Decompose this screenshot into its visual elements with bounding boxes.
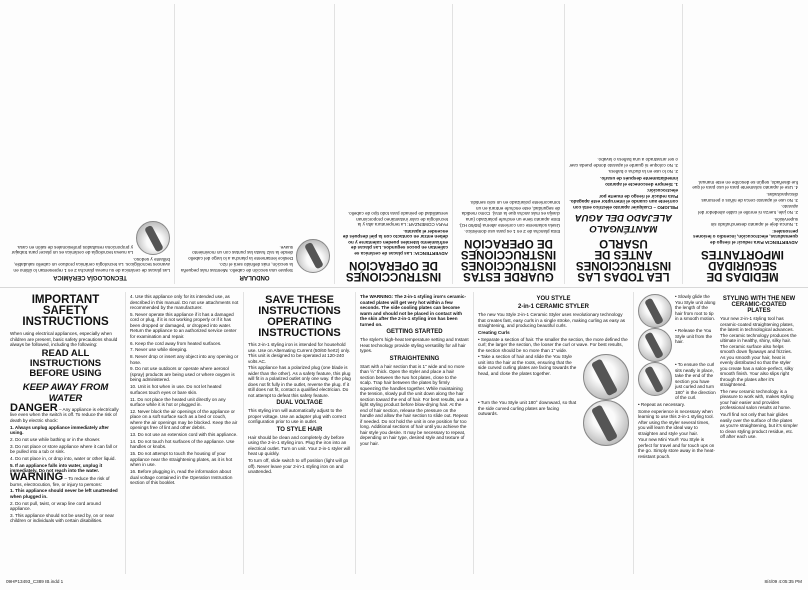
column-you-style	[474, 292, 634, 574]
es-column-tecnologia	[6, 4, 174, 284]
spanish-section	[6, 4, 802, 284]
you-style-subtitle: 2-in-1 CERAMIC STYLER	[517, 304, 589, 310]
dual-voltage-heading: DUAL VOLTAGE	[276, 400, 323, 407]
footer-timestamp: 8/4/09 4:05:35 PM	[764, 579, 802, 584]
warning-item: 13. Do not use an extension cord with this appliance.	[130, 432, 238, 438]
curling-illustration	[296, 239, 330, 273]
getting-started-heading: GETTING STARTED	[386, 329, 443, 335]
danger-label: DANGER	[10, 401, 58, 414]
es-paragraph: La nueva tecnología de cerámica es un placer para trabajar y proporciona resultados profesionales de salón en casa.	[11, 244, 133, 256]
warning-item: 3. This appliance should not be used by, on or near children or individuals with certain disabilities.	[10, 512, 115, 524]
warning-item: 4. Use this appliance only for its intended use, as described in this manual. Do not use attachments not recommended by the manufacturer.	[130, 294, 239, 310]
es-paragraph: Este aparato tiene un enchufe polarizado (una clavija es más ancha que la otra). Como medida de seguridad, este enchufe entrará en un tomacorriente polarizado en un solo sentido.	[461, 200, 560, 222]
danger-item: 5. If an appliance falls into water, unplug it immediately. Do not reach into the water.	[10, 462, 103, 474]
heat-warning: The WARNING: The 2-in-1 styling iron's ceramic-coated plates will get very hot within a few seconds. The side cooling plates can become warm and should not be placed in contact with the skin after the 2-in-1 styling iron has been turned on.	[360, 294, 466, 327]
curl-step: • Repeat as necessary.	[638, 401, 685, 407]
es-ceramic-title: TECNOLOGÍA CERÁMICA	[53, 274, 127, 280]
es-paragraph: ADVERTENCIA: Las placas de cerámica se calientan en pocos segundos. Las placas de enfriamiento laterales pueden calentarse y no deben entrar en contacto con la piel después de encender el aparato.	[342, 229, 448, 256]
danger-item: 2. Do not use while bathing or in the shower.	[10, 436, 101, 442]
warning-item: 1. This appliance should never be left unattended when plugged in.	[10, 488, 118, 499]
warning-item: 2. Do not pull, twist, or wrap line cord around appliance.	[10, 500, 101, 512]
turn-unit-illustration	[583, 400, 629, 446]
footer-file-name: 09HP13493_C389 IB.indd 1	[6, 579, 64, 584]
es-safety-title: MEDIDAS DE SEGURIDAD IMPORTANTES	[701, 248, 784, 282]
warning-item: 15. Do not attempt to touch the housing of your appliance near the straightening plates, as it is hot when in use.	[130, 451, 233, 468]
operating-paragraph: This 2-in-1 styling iron is intended for household use. Use on Alternating Current (50/60 hertz) only. This unit is designed to be operated at 120-240 volts AC.	[248, 342, 351, 364]
warning-item: 12. Never block the air openings of the appliance or place on a soft surface such as a bed or couch, where the air openings may be blocked. Keep the air openings free of lint and other debris.	[130, 408, 238, 431]
straightening-heading: STRAIGHTENING	[389, 355, 440, 362]
es-advertencia-label: ADVERTENCIA	[764, 240, 798, 245]
to-style-text: To turn off, slide switch to off position (light will go off). Never leave your 2-in-1 styling iron on and unattended.	[248, 458, 349, 475]
es-column-medidas	[682, 4, 802, 284]
es-advertencia-text: Para reducir el riesgo de quemaduras, electrocución, incendio o lesiones personales:	[693, 229, 798, 245]
curl-step: • Release the You Style unit from the hair.	[675, 328, 713, 344]
danger-item: 4. Do not place in, or drop into, water or other liquid.	[10, 455, 116, 461]
english-section	[6, 292, 802, 574]
es-item: 2. No lo use en la ducha o bañera.	[607, 169, 678, 175]
warning-item: 16. Before plugging in, read the information about dual voltage contained in the Operation Instruction section of this booklet.	[130, 469, 233, 486]
es-paragraph: Separe una sección de cabello. Mientras más pequeña la sección, más definido será el rizo.	[180, 262, 293, 273]
safety-title: IMPORTANT SAFETY INSTRUCTIONS	[22, 294, 109, 328]
straightening-text: Start with a hair section that is 1" wide and no more than ½" thick. Open the styler and place a hair section between the two hot plates, close to the scalp. Trap hair between the plates by firmly squeezing the handles together. While maintaining the tension, slowly pull the unit down along the hair section toward the end of hair. For best results, use a light styling product before blow-drying hair. At the end of hair section, release the pressure on the handle and allow the hair section to slide out. Repeat if needed. Do not hold the unit in one position for too long. Additional sections of hair until you achieve the hair style you desire. It may be necessary to repeat, depending on hair type, desired style and texture of your hair.	[360, 363, 469, 446]
warning-item: 7. Never use while sleeping.	[130, 347, 188, 353]
keep-away-heading: KEEP AWAY FROM WATER	[22, 381, 109, 404]
column-operating	[244, 292, 356, 574]
curl-step-illustration	[583, 354, 629, 400]
curl-step: • Turn the You Style unit 180° downward, so that the side curved curling plates are facing outwards.	[478, 400, 577, 417]
es-paragraph: Deslice lentamente la plancha a lo largo del cabello desde la raíz hasta las puntas con un movimiento suave.	[188, 244, 293, 261]
es-item: 1. Siempre desconecte el aparato inmediatamente después de usarlo.	[600, 176, 678, 187]
es-item: 3. No coloque ni guarde el aparato donde pueda caer o ser arrastrado a una bañera o lavabo.	[569, 157, 678, 168]
warning-label: WARNING	[10, 471, 64, 484]
es-column-lea	[564, 4, 682, 284]
experience-text: Some experience is necessary when learning to use this 2-in-1 styling tool. After using the styler several times, you will learn the ideal way to straighten and style your hair.	[638, 408, 714, 436]
column-ceramic-plates	[634, 292, 802, 574]
ceramic-text: You'll find not only that hair glides easily over the surface of the plates as you're straightening, but it's simpler to clean styling product residue, etc. off after each use.	[720, 412, 798, 440]
getting-started-text: The styler's high-heat temperature setting and Instant Heat technology provide styling versatility for all hair types.	[360, 337, 469, 353]
you-style-title: YOU STYLE	[536, 296, 571, 302]
fold-line	[0, 287, 808, 288]
es-read-all-title: LEA TODAS LAS INSTRUCCIONES ANTES DE USARLO	[575, 237, 672, 282]
warning-item: 14. Do not touch hot surfaces of the appliance. Use handles or knobs.	[130, 438, 235, 450]
creating-curls-heading: Creating Curls	[478, 329, 510, 335]
to-style-hair-heading: TO STYLE HAIR	[276, 426, 323, 433]
warning-item: 10. Unit is hot when in use. Do not let heated surfaces touch eyes or bare skin.	[130, 384, 222, 395]
read-all-heading: READ ALL INSTRUCTIONS BEFORE USING	[29, 347, 102, 379]
warning-item: 8. Never drop or insert any object into any opening or hose.	[130, 354, 239, 365]
curl-step: • Slowly glide the You Style unit along the length of the hair from root to tip in a smooth motion.	[675, 294, 716, 321]
warning-item: 11. Do not place the heated unit directly on any surface while it is hot or plugged in.	[130, 396, 226, 408]
safety-intro: When using electrical appliances, especially when children are present, basic safety precautions should always be followed, including the following:	[10, 331, 118, 347]
curl-step: • Separate a section of hair. The smaller the section, the more defined the curl; the larger the section, the looser the curl or wave. For best results, the section should be no more than 1" wide.	[478, 336, 628, 353]
travel-text: Your new Mini You® You Style is perfect for travel and for touch ups on the go. Simply store away in the heat-resistant pouch.	[638, 437, 715, 459]
ceramic-plates-title: STYLING WITH THE NEW CERAMIC-COATED PLATES	[722, 296, 796, 314]
curl-step: • Take a section of hair and slide the You Style unit into the hair at the roots, ensuring that the side curved curling plates are facing towards the head, and close the plates together.	[478, 354, 577, 376]
ceramic-text: The new ceramic technology is a pleasure to work with, makes styling your hair easier and provides professional salon results at home.	[720, 388, 794, 411]
es-item: 3. No use el aparato cerca de niños o personas discapacitadas.	[701, 192, 798, 203]
es-item: 1. Nunca deje el aparato desenchufado sin supervisión.	[710, 216, 798, 228]
styling-illustration	[136, 221, 170, 255]
danger-text: – Any appliance is electrically live even when the switch is off. To reduce the risk of death by electric shock:	[10, 406, 119, 423]
es-paragraph: Esta plancha de 2 en 1 es para uso doméstico. Úsela solamente con corriente alterna (50/60 Hz).	[458, 223, 560, 234]
es-peligro-text: – Cualquier aparato eléctrico está con corriente aun cuando el interruptor esté apagado. Para reducir el riesgo de muerte por electrocución:	[569, 188, 678, 210]
warning-item: 6. Keep the cord away from heated surfaces.	[130, 340, 222, 346]
es-item: 2. No jale, tuerza ni enrolle el cable alrededor del aparato.	[698, 204, 798, 215]
ceramic-text: Your new 2-in-1 styling tool has ceramic-coated straightening plates, the latest in technological advances. The ceramic technology produces the ultimate in healthy, shiny, silky hair. The ceramic surface also helps smooth down flyaways and frizzies. As you smooth your hair, heat is evenly distributed so that the styler you create has a salon-perfect, silky smooth finish. Your also slips right through the plates after it's straightened.	[720, 316, 797, 387]
danger-item: 1. Always unplug appliance immediately after using.	[10, 424, 109, 436]
warning-text: – To reduce the risk of burns, electrocution, fire, or injury to persons:	[10, 476, 110, 487]
print-footer	[6, 579, 802, 588]
column-safety-continued	[126, 292, 244, 574]
warning-item: 5. Never operate this appliance if it has a damaged cord or plug, if it is not working properly or if it has been dropped or damaged, or dropped into water. Return the appliance to an authorized service center for examination and repair.	[130, 311, 237, 339]
glide-illustration	[638, 294, 672, 328]
es-column-ceramic	[334, 4, 452, 284]
release-illustration	[638, 328, 672, 362]
danger-item: 3. Do not place or store appliance where it can fall or be pulled into a tub or sink.	[10, 443, 118, 455]
es-curl-title: ONDULAR	[239, 274, 270, 280]
warning-item: 9. Do not use outdoors or operate where aerosol (spray) products are being used or where oxygen is being administered.	[130, 366, 235, 383]
es-operation-title: INSTRUCCIONES DE OPERACIÓN	[345, 259, 442, 282]
to-style-text: Hair should be clean and completely dry before using the 2-in-1 styling iron. Plug the iron into an electrical outlet. Turn on unit. Your 2-in-1 styler will heat up quickly.	[248, 434, 351, 457]
es-peligro-label: PELIGRO	[657, 205, 678, 210]
es-paragraph: Las placas de cerámica de su nueva plancha 2 en 1 representan lo último en avances tecnológicos. La tecnología cerámica produce un cabello saludable, brillante y sedoso.	[13, 257, 170, 273]
es-column-ondular	[174, 4, 334, 284]
operating-paragraph: This appliance has a polarized plug (one blade is wider than the other). As a safety feature, this plug will fit in a polarized outlet only one way. If the plug does not fit fully in the outlet, reverse the plug. If it still does not fit, contact a qualified electrician. Do not attempt to defeat this safety feature.	[248, 365, 351, 398]
you-style-intro: The new You Style 2-in-1 Ceramic Styler uses revolutionary technology that creates fast, easy curls in a single stroke, making curling as easy as straightening, and producing beautiful curls.	[478, 312, 626, 328]
es-keep-away: MANTÉNGALO ALEJADO DEL AGUA	[574, 212, 673, 234]
curl-set-illustration	[638, 362, 672, 396]
column-straightening	[356, 292, 474, 574]
es-paragraph: PARA COMENZAR: La temperatura alta y la tecnología de calor instantáneo proporcionan versatilidad de peinado para todo tipo de cabello.	[347, 211, 448, 228]
dual-voltage-text: This styling iron will automatically adjust to the proper voltage. Use an adapter plug with correct configuration prior to use in outlet.	[248, 408, 347, 425]
save-instructions-title: SAVE THESE INSTRUCTIONS OPERATING INSTRUCTIONS	[258, 294, 341, 339]
column-safety	[6, 292, 126, 574]
curl-step: • To ensure the curl sits neatly in place, take the end of the section you have just curled and turn 180° in the direction of the curl.	[675, 362, 716, 400]
es-item: 4. Use el aparato solamente para el uso para el que fue diseñado, según se describe en este manual.	[692, 179, 798, 191]
es-save-title: GUARDE ESTAS INSTRUCCIONES INSTRUCCIONES DE OPERACIÓN	[460, 237, 557, 282]
es-column-guarde	[452, 4, 564, 284]
